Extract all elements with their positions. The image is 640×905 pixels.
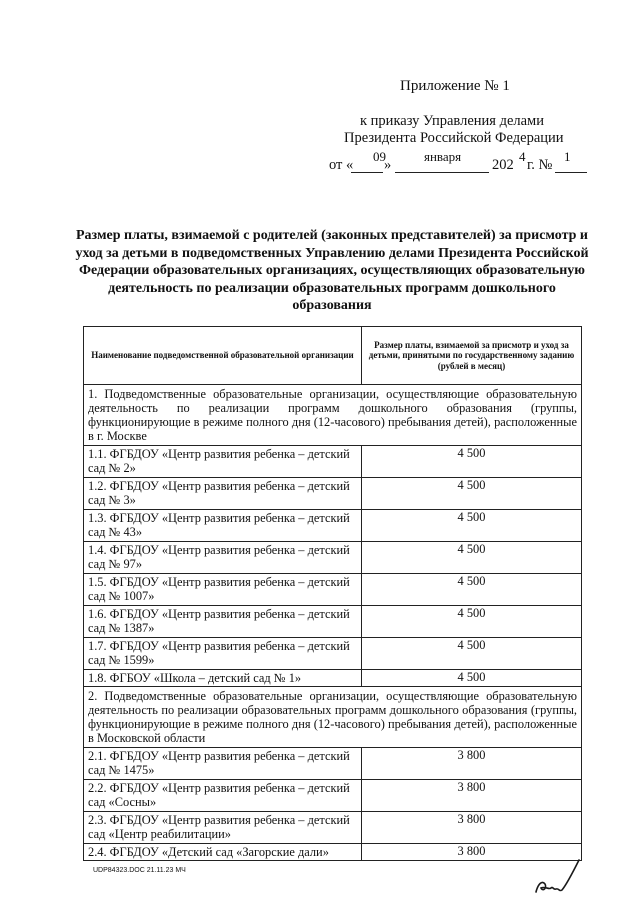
org-name: 1.7. ФГБДОУ «Центр развития ребенка – детский сад № 1599»	[84, 638, 362, 670]
date-from-label: от «	[329, 157, 354, 173]
fee-value: 4 500	[362, 670, 582, 687]
org-name: 2.3. ФГБДОУ «Центр развития ребенка – детский сад «Центр реабилитации»	[84, 812, 362, 844]
table-row	[84, 542, 582, 574]
org-name: 1.1. ФГБДОУ «Центр развития ребенка – детский сад № 2»	[84, 446, 362, 478]
document-title: Размер платы, взимаемой с родителей (законных представителей) за присмотр и уход за детьми в подведомственных Управлению делами Президента Российской Федерации образовательных организациях, осуществляющих образовательную деятельность по реализации образовательных программ дошкольного образования	[75, 228, 589, 313]
fee-value: 4 500	[362, 510, 582, 542]
appendix-number: Приложение № 1	[400, 78, 510, 94]
org-name: 1.6. ФГБДОУ «Центр развития ребенка – детский сад № 1387»	[84, 606, 362, 638]
table-row	[84, 446, 582, 478]
signature-mark	[533, 858, 585, 898]
table-row	[84, 670, 582, 687]
date-close-quote: »	[384, 157, 392, 173]
table-row	[84, 748, 582, 780]
table-row	[84, 510, 582, 542]
date-year-suffix: 4	[519, 149, 526, 164]
org-name: 2.2. ФГБДОУ «Центр развития ребенка – детский сад «Сосны»	[84, 780, 362, 812]
fee-value: 4 500	[362, 606, 582, 638]
fee-value: 3 800	[362, 748, 582, 780]
table-row	[84, 574, 582, 606]
fee-value: 4 500	[362, 574, 582, 606]
section-2-heading: 2. Подведомственные образовательные организации, осуществляющие образовательную деятельность по реализации образовательных программ дошкольного образования (группы, функционирующие в режиме полного дня (12-часового) пребывания детей), расположенные в Московской области	[84, 687, 582, 748]
order-reference-line2: Президента Российской Федерации	[344, 130, 564, 146]
date-month: января	[424, 149, 462, 164]
file-code: UDP84323.DOC 21.11.23 МЧ	[93, 867, 186, 874]
order-number: 1	[564, 149, 571, 164]
table-header-row	[84, 327, 582, 385]
section-row	[84, 687, 582, 748]
org-name-column-header: Наименование подведомственной образовательной организации	[84, 327, 362, 385]
table-row	[84, 780, 582, 812]
org-name: 1.2. ФГБДОУ «Центр развития ребенка – детский сад № 3»	[84, 478, 362, 510]
org-name: 1.4. ФГБДОУ «Центр развития ребенка – детский сад № 97»	[84, 542, 362, 574]
order-reference-line1: к приказу Управления делами	[360, 113, 544, 129]
section-1-heading: 1. Подведомственные образовательные организации, осуществляющие образовательную деятельность по реализации программ дошкольного образования (группы, функционирующие в режиме полного дня (12-часового) пребывания детей), расположенные в г. Москве	[84, 385, 582, 446]
fee-value: 4 500	[362, 638, 582, 670]
fee-value: 4 500	[362, 542, 582, 574]
fees-table	[83, 326, 582, 861]
fee-value: 4 500	[362, 446, 582, 478]
org-name: 1.8. ФГБОУ «Школа – детский сад № 1»	[84, 670, 362, 687]
section-row	[84, 385, 582, 446]
fee-value: 3 800	[362, 780, 582, 812]
date-year-prefix: 202	[492, 157, 514, 173]
org-name: 1.5. ФГБДОУ «Центр развития ребенка – детский сад № 1007»	[84, 574, 362, 606]
table-row	[84, 812, 582, 844]
table-row	[84, 844, 582, 861]
date-day: 09	[373, 149, 386, 164]
order-date-line	[329, 149, 599, 176]
fee-column-header: Размер платы, взимаемой за присмотр и уход за детьми, принятыми по государственному заданию (рублей в месяц)	[362, 327, 582, 385]
org-name: 1.3. ФГБДОУ «Центр развития ребенка – детский сад № 43»	[84, 510, 362, 542]
fee-value: 4 500	[362, 478, 582, 510]
order-number-label: г. №	[527, 157, 553, 173]
org-name: 2.4. ФГБДОУ «Детский сад «Загорские дали»	[84, 844, 362, 861]
fee-value: 3 800	[362, 844, 582, 861]
fee-value: 3 800	[362, 812, 582, 844]
table-row	[84, 606, 582, 638]
table-row	[84, 638, 582, 670]
table-row	[84, 478, 582, 510]
org-name: 2.1. ФГБДОУ «Центр развития ребенка – детский сад № 1475»	[84, 748, 362, 780]
